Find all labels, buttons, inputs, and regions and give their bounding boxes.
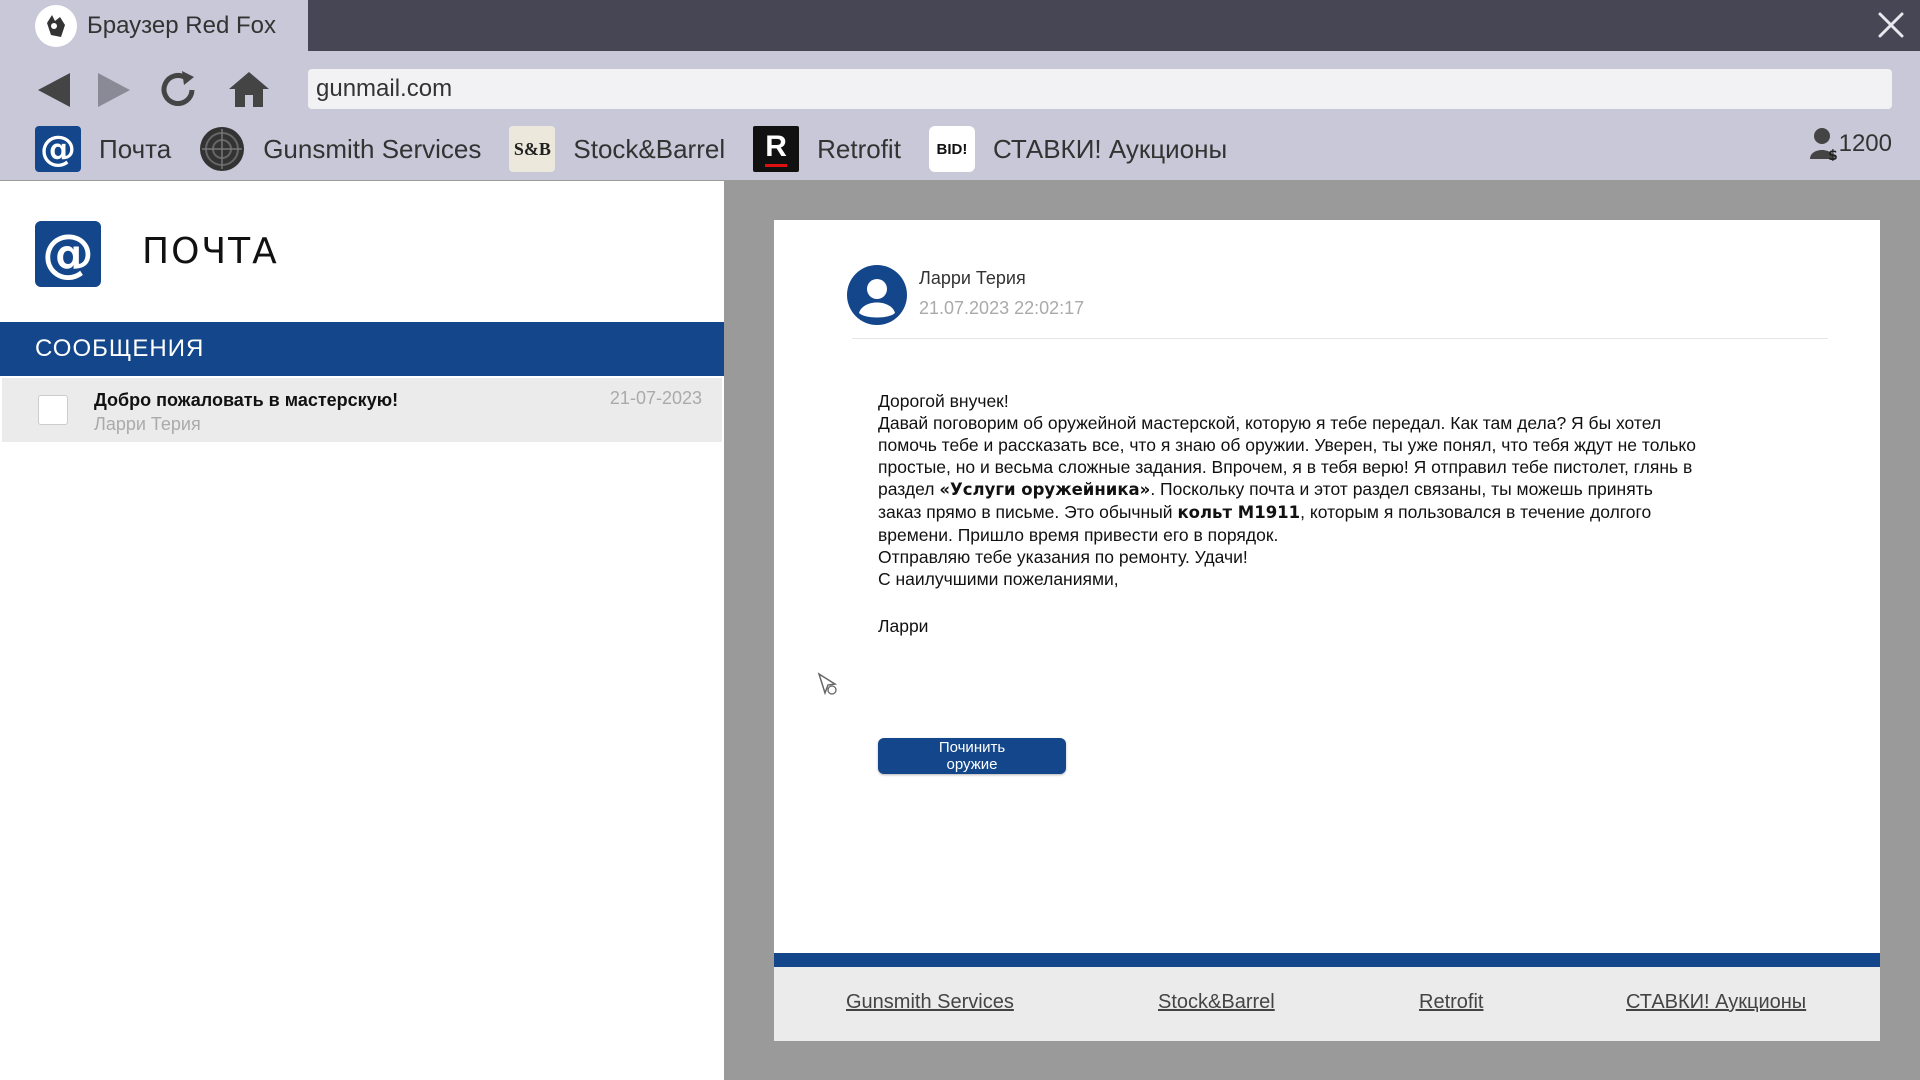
retrofit-icon-text: R [765, 129, 787, 163]
email-datetime: 21.07.2023 22:02:17 [919, 298, 1085, 318]
stock-barrel-icon-text: S&B [513, 138, 551, 159]
email-body [878, 390, 1698, 637]
bookmark-label: Stock&Barrel [573, 133, 726, 164]
address-bar[interactable]: gunmail.com [308, 69, 1892, 109]
weapon-name: кольт M1911 [1177, 503, 1301, 522]
tab-title: Браузер Red Fox [87, 11, 276, 39]
repair-weapon-button[interactable] [878, 738, 1066, 774]
bookmark-gunsmith-services[interactable] [199, 126, 481, 172]
messages-header: СООБЩЕНИЯ [0, 322, 724, 376]
balance-amount: 1200 [1838, 130, 1892, 157]
bookmark-mail[interactable] [35, 126, 171, 172]
user-money-icon [1809, 127, 1839, 161]
mail-logo-icon: @ [35, 221, 101, 287]
stock-barrel-icon [509, 126, 555, 172]
bookmark-label: Retrofit [817, 133, 901, 164]
forward-icon[interactable] [94, 67, 134, 113]
email-paragraph: Давай поговорим об оружейной мастерской, которую я тебе передал. Как там дела? Я бы хотел помочь тебе и рассказать все, что я знаю об оружии. Уверен, ты уже понял, что тебя ждут не только простые, но и весьма сложные задания. Впрочем, я в тебя верю! Я отправил тебе пистолет, глянь в раздел «Услуги оружейника». Поскольку почта и этот раздел связаны, ты можешь принять заказ прямо в письме. Это обычный кольт M1911, которым я пользовался в течение долгого времени. Пришло время привести его в порядок. [878, 413, 1696, 545]
message-date: 21-07-2023 [609, 388, 702, 408]
gunsmith-target-icon [199, 126, 245, 172]
avatar-icon [847, 265, 907, 325]
home-icon[interactable] [226, 67, 272, 113]
bid-icon-text: BID! [936, 140, 968, 158]
footer-link-bids-auctions[interactable]: СТАВКИ! Аукционы [1626, 991, 1807, 1013]
bookmarks-bar [35, 125, 1255, 173]
close-icon[interactable] [1874, 8, 1908, 42]
repair-weapon-button-label: Починить оружие [938, 739, 1006, 773]
title-bar [0, 0, 1920, 51]
back-icon[interactable] [34, 67, 74, 113]
email-divider [852, 338, 1828, 339]
bookmark-retrofit[interactable] [753, 126, 901, 172]
bookmark-label: Gunsmith Services [263, 133, 482, 164]
footer-link-retrofit[interactable]: Retrofit [1419, 991, 1484, 1013]
email-footer [774, 967, 1880, 1041]
bookmark-label: СТАВКИ! Аукционы [992, 133, 1228, 164]
browser-tab[interactable] [0, 0, 308, 51]
bid-icon [929, 126, 975, 172]
message-checkbox[interactable] [38, 395, 68, 425]
email-closing: С наилучшими пожеланиями, [878, 569, 1119, 589]
email-footer-stripe [774, 953, 1880, 967]
bookmark-bids-auctions[interactable] [929, 126, 1227, 172]
mail-sidebar [0, 181, 724, 1080]
email-view [774, 220, 1880, 1041]
message-sender: Ларри Терия [94, 414, 201, 434]
bookmark-stock-barrel[interactable] [509, 126, 725, 172]
email-greeting: Дорогой внучек! [878, 391, 1009, 411]
mail-title: ПОЧТА [142, 231, 279, 272]
nav-bar [0, 51, 1920, 180]
email-line: Отправляю тебе указания по ремонту. Удачи! [878, 547, 1248, 567]
retrofit-r-icon [753, 126, 799, 172]
footer-link-stock-barrel[interactable]: Stock&Barrel [1158, 991, 1275, 1013]
email-sender: Ларри Терия [919, 268, 1026, 288]
mail-at-icon: @ [35, 126, 81, 172]
gunsmith-services-mention: «Услуги оружейника» [939, 480, 1151, 499]
bookmark-label: Почта [99, 133, 172, 164]
footer-link-gunsmith-services[interactable]: Gunsmith Services [846, 991, 1014, 1013]
email-signature: Ларри [878, 616, 929, 636]
cursor-icon [817, 672, 839, 696]
message-subject: Добро пожаловать в мастерскую! [94, 390, 399, 410]
svg-text:$: $ [1827, 148, 1838, 161]
balance-display [1809, 127, 1892, 161]
message-list-item[interactable] [2, 378, 722, 442]
reload-icon[interactable] [156, 67, 200, 113]
red-fox-logo-icon [35, 5, 77, 47]
